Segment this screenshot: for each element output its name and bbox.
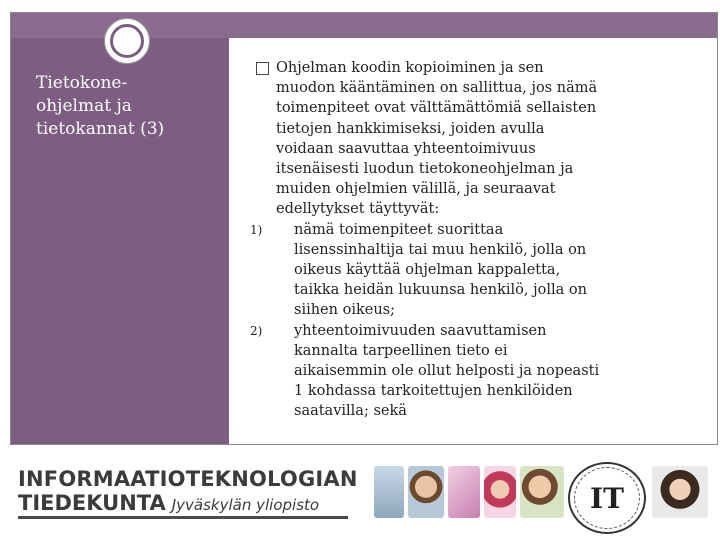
intro-line: edellytykset täyttyvät: bbox=[276, 201, 440, 218]
list-item-number: 2) bbox=[250, 323, 263, 338]
seal-text: IT bbox=[590, 481, 624, 515]
list-item bbox=[250, 321, 696, 422]
university-name: Jyväskylän yliopisto bbox=[171, 496, 320, 514]
list-item-line: yhteentoimivuuden saavuttamisen bbox=[294, 322, 547, 339]
intro-line: Ohjelman koodin kopioiminen ja sen bbox=[276, 60, 544, 76]
checkbox-bullet-icon bbox=[256, 58, 269, 81]
seal-ring bbox=[574, 467, 640, 529]
slide-title-line: ohjelmat ja bbox=[36, 96, 132, 116]
list-item-line: kannalta tarpeellinen tieto ei bbox=[294, 342, 508, 359]
faculty-name: TIEDEKUNTA bbox=[18, 491, 166, 515]
faculty-name-line1: INFORMAATIOTEKNOLOGIAN bbox=[18, 467, 358, 491]
list-item-line: 1 kohdassa tarkoitettujen henkilöiden bbox=[294, 383, 573, 400]
slide-title-line: Tietokone- bbox=[36, 73, 128, 93]
intro-paragraph bbox=[256, 58, 696, 220]
intro-line: toimenpiteet ovat välttämättömiä sellaisten bbox=[276, 100, 597, 117]
list-item-line: taikka heidän lukuunsa henkilö, jolla on bbox=[294, 282, 587, 299]
list-item-line: siihen oikeus; bbox=[294, 302, 395, 319]
intro-line: tietojen hankkimiseksi, joiden avulla bbox=[276, 120, 545, 137]
portrait-photo bbox=[448, 466, 480, 518]
footer-underline bbox=[18, 516, 348, 519]
portrait-photo bbox=[652, 466, 708, 518]
list-item-number: 1) bbox=[250, 222, 263, 237]
list-item-line: aikaisemmin ole ollut helposti ja nopeasti bbox=[294, 363, 600, 380]
faculty-name-line2 bbox=[18, 492, 319, 517]
portrait-photo bbox=[520, 466, 564, 518]
intro-line: muiden ohjelmien välillä, ja seuraavat bbox=[276, 181, 556, 198]
list-item bbox=[250, 220, 696, 321]
slide-title-line: tietokannat (3) bbox=[36, 119, 165, 139]
list-item-line: saatavilla; sekä bbox=[294, 403, 407, 420]
intro-line: itsenäisesti luodun tietokoneohjelman ja bbox=[276, 161, 574, 178]
intro-line: voidaan saavuttaa yhteentoimivuus bbox=[276, 140, 536, 157]
portrait-photo bbox=[408, 466, 444, 518]
list-item-line: lisenssinhaltija tai muu henkilö, jolla on bbox=[294, 241, 587, 258]
slide-content bbox=[250, 58, 696, 422]
decorative-circle-ring bbox=[110, 24, 144, 58]
portrait-photo bbox=[374, 466, 404, 518]
list-item-line: nämä toimenpiteet suorittaa bbox=[294, 221, 504, 238]
list-item-line: oikeus käyttää ohjelman kappaletta, bbox=[294, 262, 561, 279]
slide-title bbox=[36, 72, 226, 141]
intro-line: muodon kääntäminen on sallittua, jos nämä bbox=[276, 80, 598, 97]
portrait-photo bbox=[484, 466, 516, 518]
